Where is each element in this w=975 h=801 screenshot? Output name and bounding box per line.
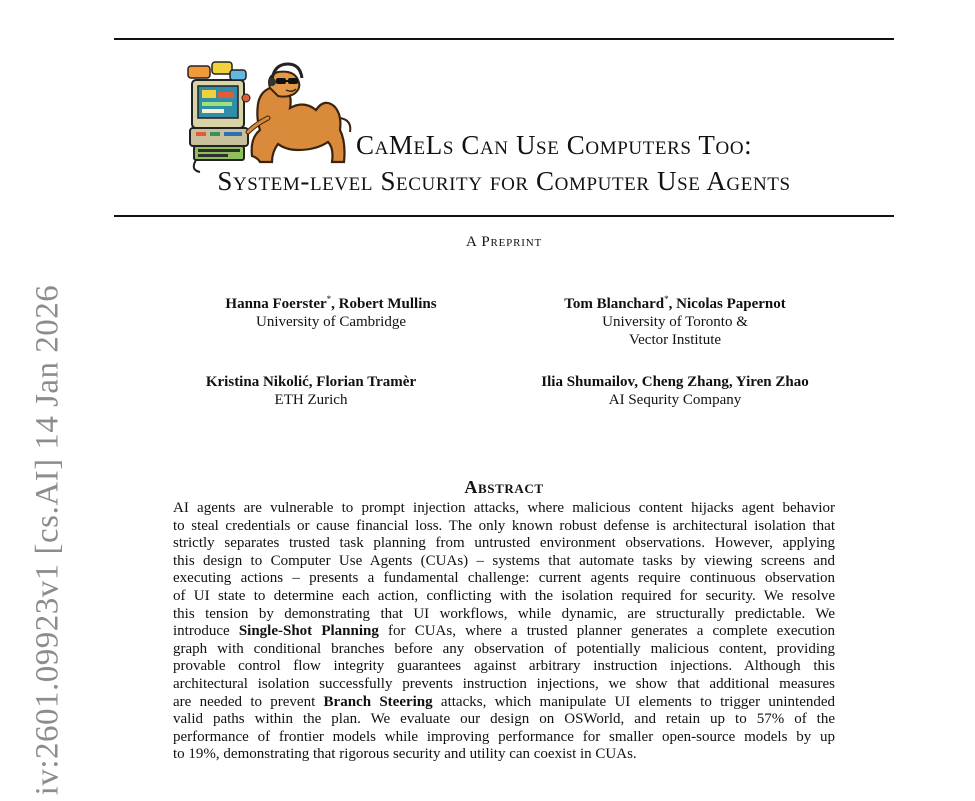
abstract-text: provable control flow integrity guarantees against arbitrary instruction injections. Although this bbox=[173, 658, 835, 675]
abstract-line bbox=[173, 641, 835, 659]
abstract-emphasis: Branch Steering bbox=[323, 693, 433, 710]
abstract-text: introduce bbox=[173, 623, 239, 640]
camel-computer-mascot-icon bbox=[186, 58, 356, 176]
equal-contribution-mark: * bbox=[326, 294, 332, 304]
abstract-body bbox=[173, 500, 835, 764]
author-affiliation: AI Sequrity Company bbox=[608, 392, 742, 408]
abstract-heading: Abstract bbox=[464, 477, 544, 497]
author-block-sequrity bbox=[510, 373, 840, 409]
abstract-text: strictly separates trusted task planning from untrusted environment observations. However, applying bbox=[173, 535, 835, 552]
abstract-line bbox=[173, 694, 835, 712]
abstract-text: to steal credentials or cause financial loss. The only known robust defense is architectural isolation that bbox=[173, 517, 835, 534]
abstract-line bbox=[173, 606, 835, 624]
author-affiliation: Vector Institute bbox=[628, 332, 722, 348]
abstract-line bbox=[173, 553, 835, 571]
abstract-text: graph with conditional branches before any observation of potentially malicious content, providing bbox=[173, 640, 835, 657]
author-affiliation: University of Cambridge bbox=[256, 314, 406, 330]
abstract-text: performance of frontier models while improving performance for smaller open-source models by up bbox=[173, 728, 835, 745]
author-names: Ilia Shumailov, Cheng Zhang, Yiren Zhao bbox=[541, 374, 809, 390]
abstract-text: are needed to prevent bbox=[173, 693, 324, 710]
author-block-cambridge bbox=[200, 290, 462, 331]
author-names: Hanna Foerster*, Robert Mullins bbox=[225, 294, 437, 312]
camel-illustration bbox=[248, 64, 350, 162]
abstract-line bbox=[173, 518, 835, 536]
abstract-text: executing actions – presents a fundamental challenge: current agents require continuous observation bbox=[173, 570, 835, 587]
abstract-line bbox=[173, 588, 835, 606]
retro-computer-illustration bbox=[188, 62, 250, 172]
arxiv-identifier-stamp: iv:2601.09923v1 [cs.AI] 14 Jan 2026 bbox=[29, 284, 66, 796]
abstract-text: AI agents are vulnerable to prompt injection attacks, where malicious content hijacks agent behavior bbox=[173, 500, 835, 516]
paper-title-line-1: CaMeLs Can Use Computers Too: bbox=[356, 130, 753, 160]
abstract-emphasis: Single-Shot Planning bbox=[238, 623, 379, 640]
abstract-line bbox=[173, 623, 835, 641]
paper-title-line-2: System-level Security for Computer Use Agents bbox=[217, 166, 791, 196]
abstract-line bbox=[173, 658, 835, 676]
abstract-line bbox=[173, 500, 835, 518]
abstract-line bbox=[173, 535, 835, 553]
abstract-text: architectural isolation successfully prevents instruction injections, we show that additional measures bbox=[173, 675, 835, 692]
abstract-text: attacks, which manipulate UI elements to trigger unintended bbox=[432, 693, 835, 710]
author-names: Kristina Nikolić, Florian Tramèr bbox=[205, 374, 417, 390]
abstract-text: of UI state to determine each action, conflicting with the isolation required for security. We resolve bbox=[173, 587, 835, 604]
author-affiliation: University of Toronto & bbox=[602, 314, 748, 330]
abstract-line bbox=[173, 570, 835, 588]
abstract-line bbox=[173, 711, 835, 729]
abstract-line bbox=[173, 746, 835, 764]
abstract-text: to 19%, demonstrating that rigorous security and utility can coexist in CUAs. bbox=[173, 746, 637, 763]
abstract-text: this tension by demonstrating that UI workflows, while dynamic, are structurally predictable. We bbox=[173, 605, 835, 622]
abstract-line bbox=[173, 676, 835, 694]
abstract-line bbox=[173, 729, 835, 747]
author-block-eth bbox=[180, 373, 442, 409]
abstract-text: valid paths within the plan. We evaluate our design on OSWorld, and retain up to 57% of the bbox=[173, 711, 835, 728]
author-affiliation: ETH Zurich bbox=[274, 392, 348, 408]
abstract-text: for CUAs, where a trusted planner generates a complete execution bbox=[378, 623, 835, 640]
title-top-rule bbox=[114, 38, 894, 40]
author-names: Tom Blanchard*, Nicolas Papernot bbox=[564, 294, 786, 312]
preprint-label: A Preprint bbox=[466, 234, 542, 250]
title-bottom-rule bbox=[114, 215, 894, 217]
abstract-text: this design to Computer Use Agents (CUAs) – systems that automate tasks by viewing screens and bbox=[173, 552, 835, 569]
author-block-toronto bbox=[530, 290, 820, 349]
equal-contribution-mark: * bbox=[664, 294, 669, 304]
